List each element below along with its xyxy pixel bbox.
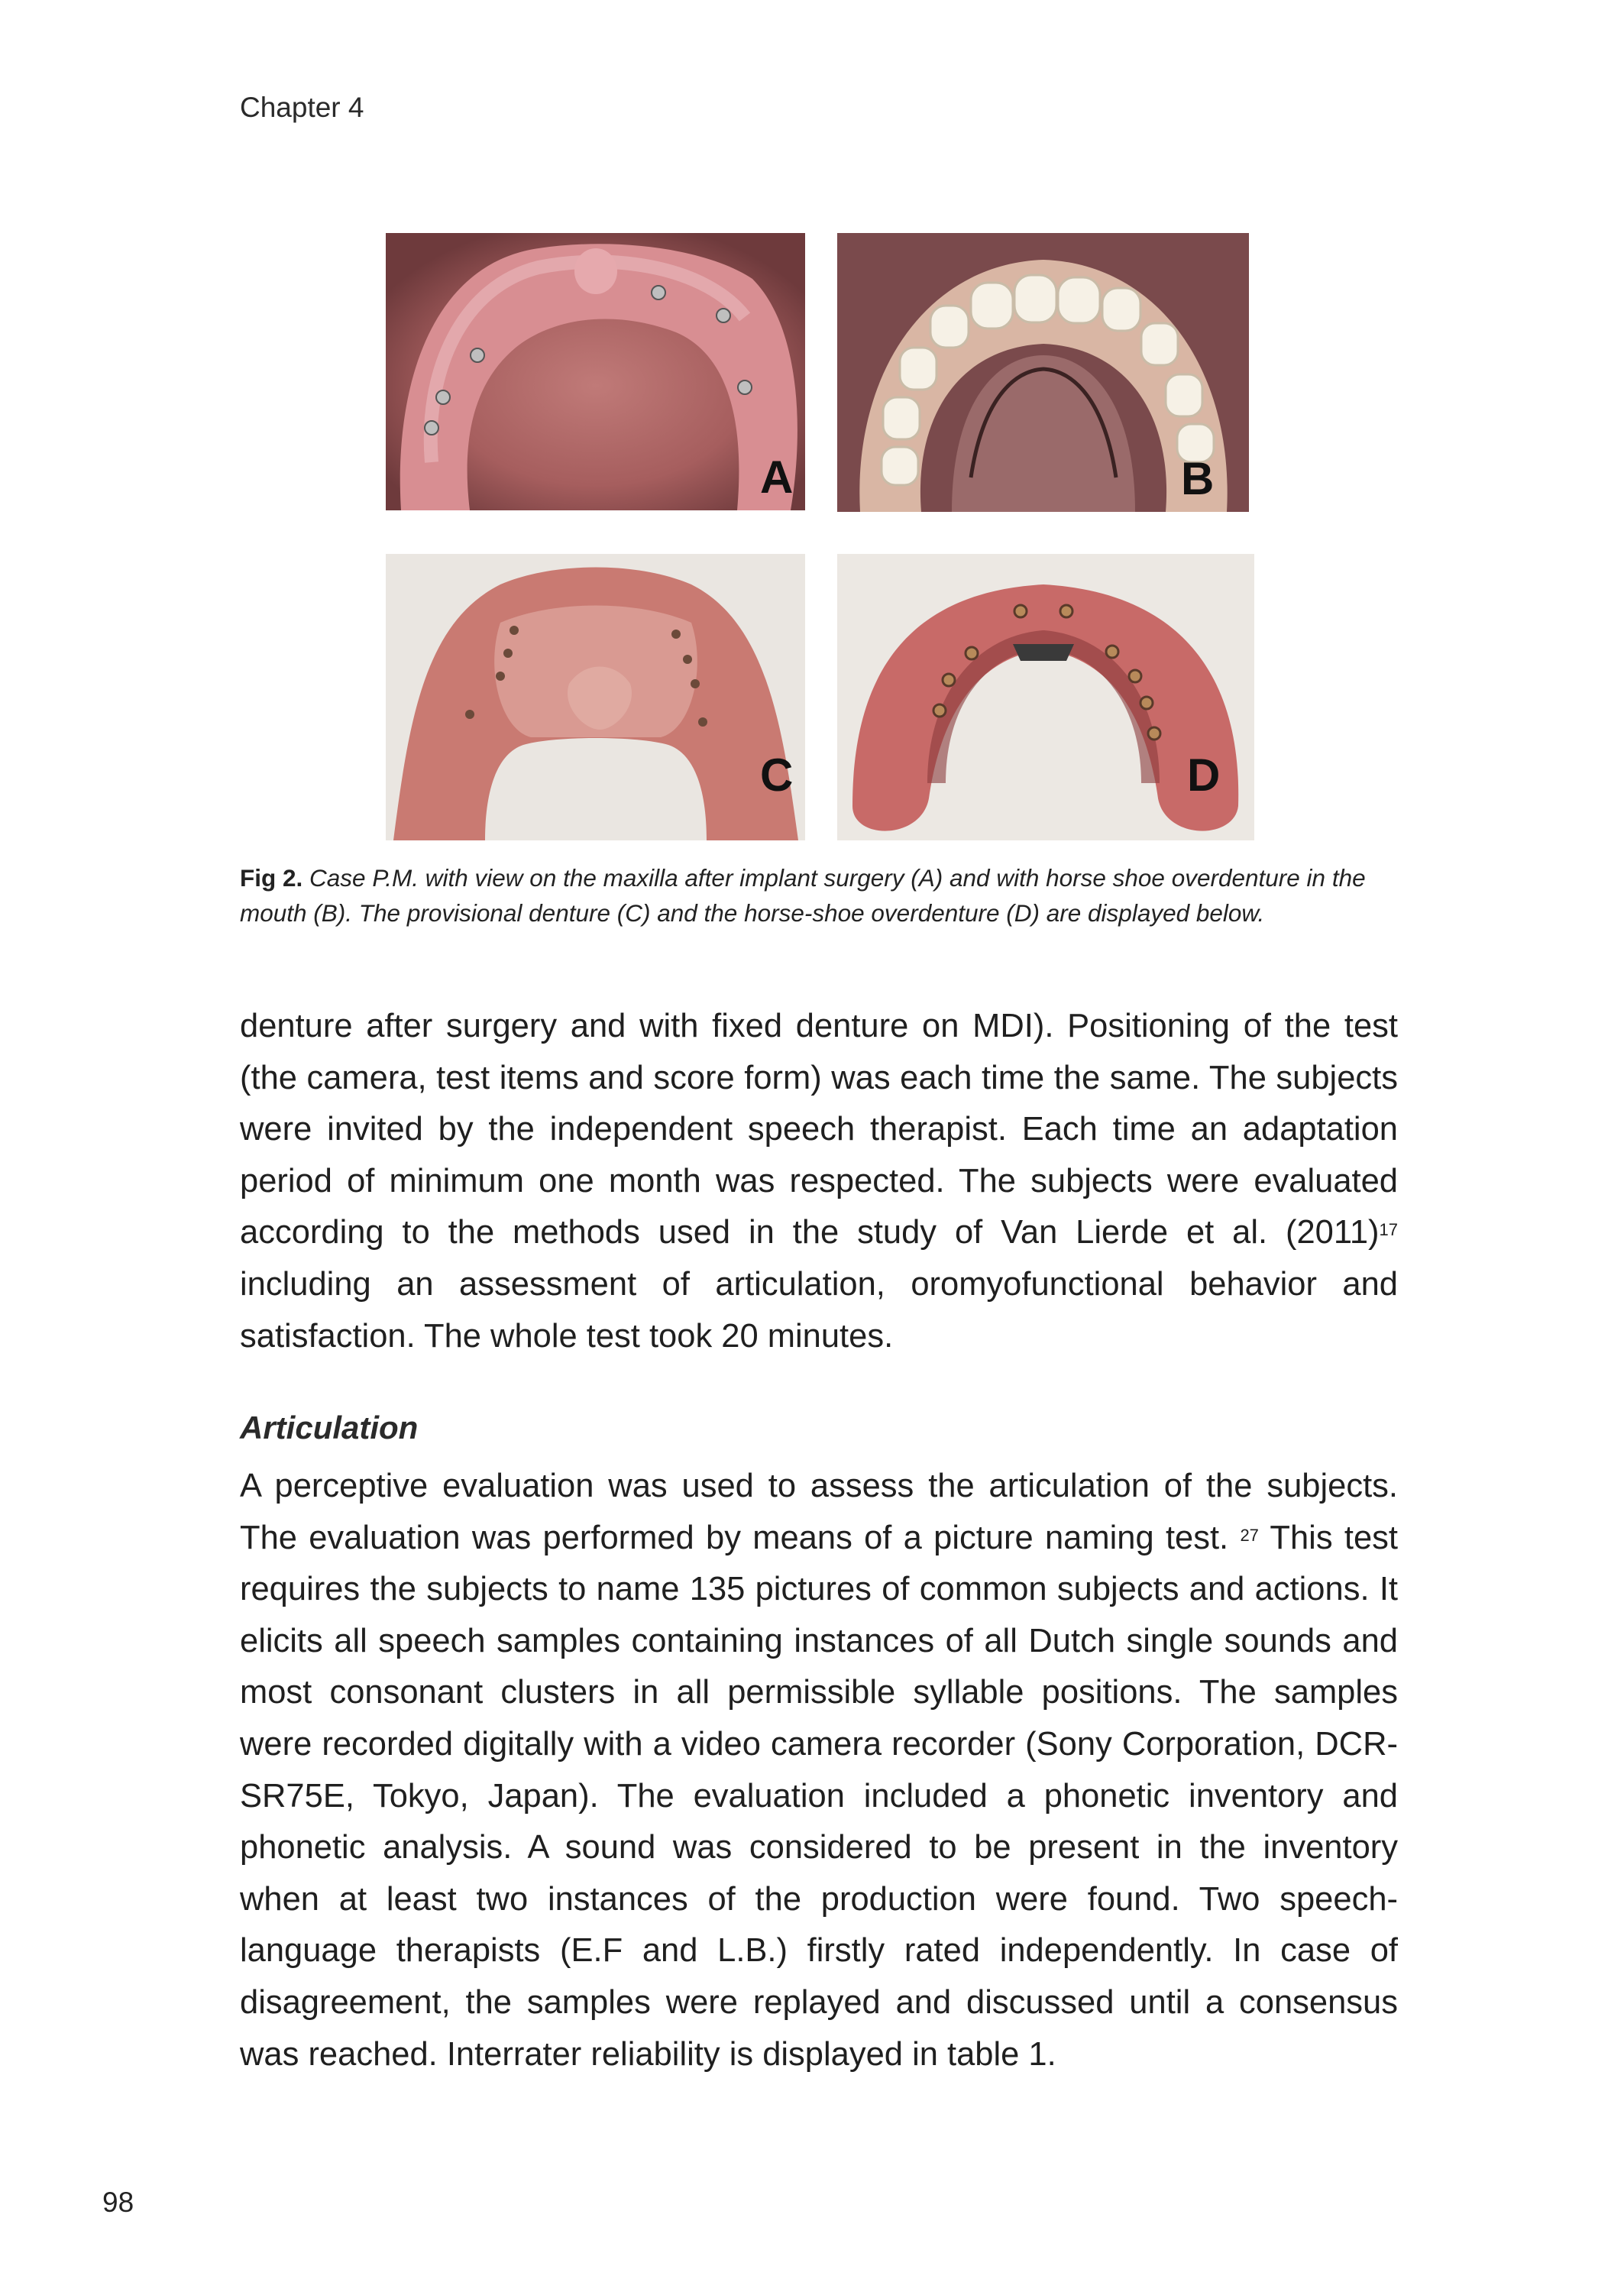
reference-superscript-27: 27 <box>1240 1525 1259 1545</box>
panel-label-a: A <box>760 452 794 503</box>
paragraph-1-text-b: including an assessment of articulation, oromyofunctional behavior and satisfaction. The whole test took 20 minutes. <box>240 1265 1398 1355</box>
maxilla-implant-photo <box>386 233 805 510</box>
figure-panel-b <box>837 233 1249 512</box>
body-paragraph-1 <box>240 1001 1398 1362</box>
paragraph-2-text-a: A perceptive evaluation was used to assess the articulation of the subjects. The evaluation was performed by means of a picture naming test. <box>240 1468 1398 1556</box>
figure-caption <box>240 860 1401 931</box>
paragraph-1-text-a: denture after surgery and with fixed denture on MDI). Positioning of the test (the camera, test items and score form) was each time the same. The subjects were invited by the independent speech therapist. Each time an adaptation period of minimum one month was respected. The subjects were evaluated according to the methods used in the study of Van Lierde et al. (2011) <box>240 1008 1398 1251</box>
figure-panel-a <box>386 233 805 510</box>
figure-caption-label: Fig 2. <box>240 864 303 892</box>
section-heading: Articulation <box>240 1410 419 1445</box>
body-paragraph-2 <box>240 1461 1398 2080</box>
panel-label-c: C <box>760 749 794 801</box>
paragraph-2-text-b: This test requires the subjects to name 135 pictures of common subjects and actions. It elicits all speech samples containing instances of all Dutch single sounds and most consonant clusters in all permissible syllable positions. The samples were recorded digitally with a video camera recorder (Sony Corporation, DCR-SR75E, Tokyo, Japan). The evaluation included a phonetic inventory and phonetic analysis. A sound was considered to be present in the inventory when at least two instances of the production were found. Two speech-language therapists (E.F and L.B.) firstly rated independently. In case of disagreement, the samples were replayed and discussed until a consensus was reached. Interrater reliability is displayed in table 1. <box>240 1519 1398 2073</box>
figure-panel-c <box>386 554 805 840</box>
figure-caption-text: Case P.M. with view on the maxilla after implant surgery (A) and with horse shoe overdenture in the mouth (B). The provisional denture (C) and the horse-shoe overdenture (D) are displayed below. <box>240 864 1366 927</box>
panel-label-b: B <box>1181 453 1215 504</box>
reference-superscript-17: 17 <box>1379 1220 1398 1240</box>
panel-label-d: D <box>1187 749 1221 801</box>
figure-panel-d <box>837 554 1254 840</box>
provisional-denture-photo <box>386 554 805 840</box>
page-number: 98 <box>102 2187 134 2218</box>
chapter-header: Chapter 4 <box>240 92 364 123</box>
